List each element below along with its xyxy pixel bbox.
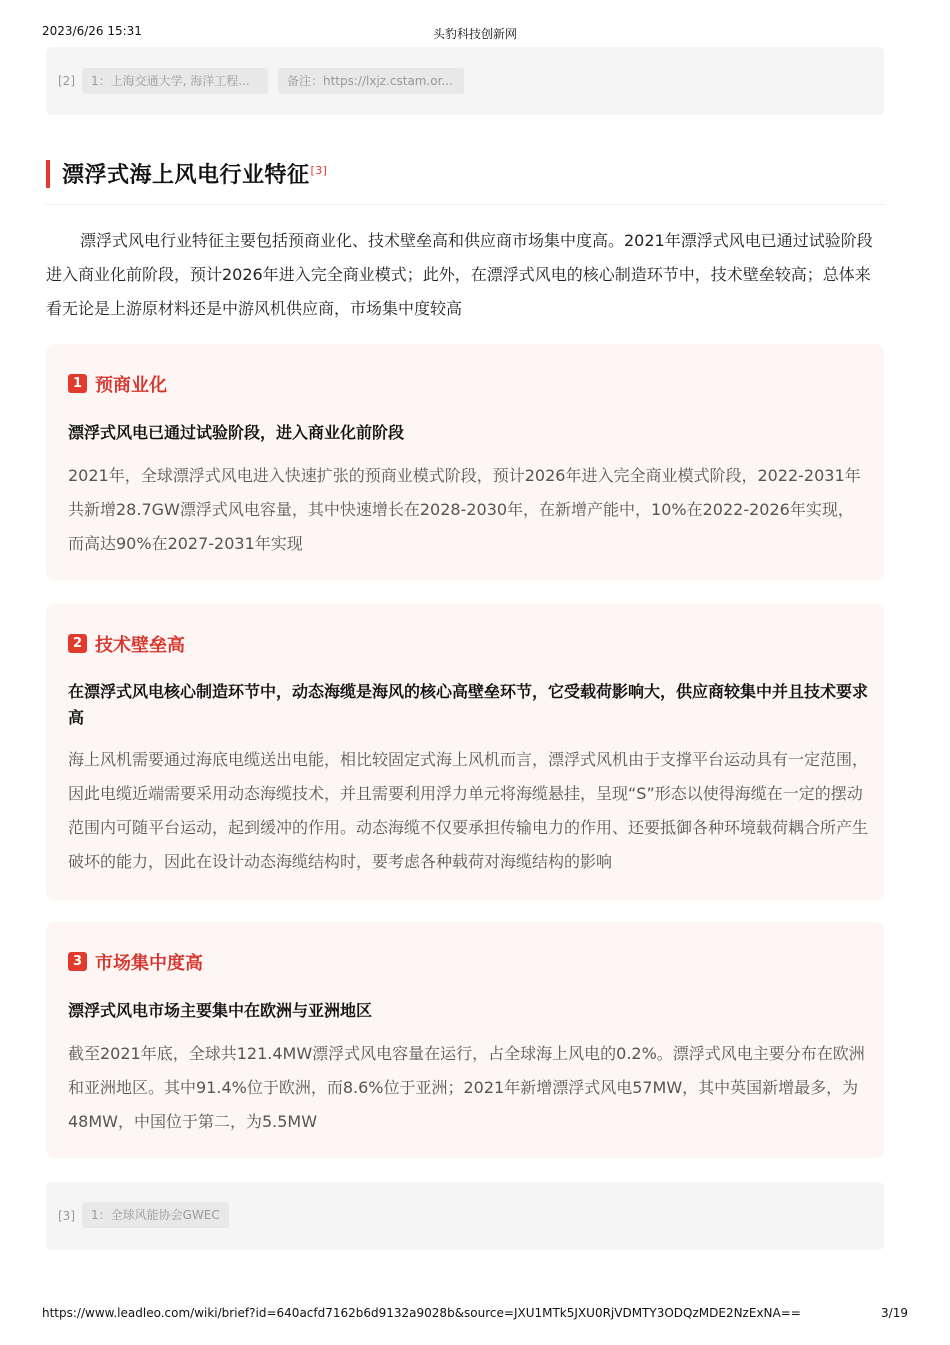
card-body: 海上风机需要通过海底电缆送出电能，相比较固定式海上风机而言，漂浮式风机由于支撑平台运动具有一定范围，因此电缆近端需要采用动态海缆技术，并且需要利用浮力单元将海缆悬挂，呈现“S”形态以使得海缆在一定的摆动范围内可随平台运动，起到缓冲的作用。动态海缆不仅要承担传输电力的作用、还要抵御各种环境载荷耦合所产生破坏的能力，因此在设计动态海缆结构时，要考虑各种载荷对海缆结构的影响 [68,750,869,871]
feature-card-market-concentration [46,922,884,1158]
card-number-badge: 1 [68,374,87,393]
card-title: 技术壁垒高 [95,635,185,656]
page-number: 3/19 [881,1306,908,1320]
page-title [62,158,328,189]
reference-chip-note[interactable]: 备注：https://lxjz.cstam.or... [278,68,464,94]
card-subtitle: 漂浮式风电已通过试验阶段，进入商业化前阶段 [68,423,405,442]
reference-chip-source[interactable]: 1：全球风能协会GWEC [82,1202,229,1228]
card-body: 2021年，全球漂浮式风电进入快速扩张的预商业模式阶段，预计2026年进入完全商业模式阶段，2022-2031年共新增28.7GW漂浮式风电容量，其中快速增长在2028-2030年，在新增产能中，10%在2022-2026年实现，而高达90%在2027-2031年实现 [68,466,861,553]
print-header [42,24,908,40]
card-number-badge: 3 [68,952,87,971]
heading-accent-bar [46,160,50,188]
print-footer [42,1306,908,1322]
card-number-badge: 2 [68,634,87,653]
print-datetime: 2023/6/26 15:31 [42,24,142,38]
reference-box-top [46,47,884,115]
card-subtitle: 在漂浮式风电核心制造环节中，动态海缆是海风的核心高壁垒环节，它受载荷影响大，供应商较集中并且技术要求高 [68,682,869,727]
card-title: 预商业化 [95,375,167,396]
section-reference-link[interactable]: [3] [310,163,328,177]
page-url: https://www.leadleo.com/wiki/brief?id=640acfd7162b6d9132a9028b&source=JXU1MTk5JXU0RjVDMTY3ODQzMDE2NzExNA== [42,1306,801,1320]
section-title-text: 漂浮式海上风电行业特征 [62,163,310,188]
feature-card-tech-barrier [46,604,884,900]
card-title: 市场集中度高 [95,953,203,974]
print-site-name: 头豹科技创新网 [432,27,517,41]
intro-paragraph: 漂浮式风电行业特征主要包括预商业化、技术壁垒高和供应商市场集中度高。2021年漂浮式风电已通过试验阶段进入商业化前阶段，预计2026年进入完全商业模式；此外，在漂浮式风电的核心制造环节中，技术壁垒较高；总体来看无论是上游原材料还是中游风机供应商，市场集中度较高 [46,231,873,318]
card-body: 截至2021年底，全球共121.4MW漂浮式风电容量在运行，占全球海上风电的0.2%。漂浮式风电主要分布在欧洲和亚洲地区。其中91.4%位于欧洲，而8.6%位于亚洲；2021年新增漂浮式风电57MW，其中英国新增最多，为48MW，中国位于第二，为5.5MW [68,1044,865,1131]
heading-divider [46,204,884,205]
reference-chip-source[interactable]: 1：上海交通大学, 海洋工程... [82,68,268,94]
feature-card-pre-commercial [46,344,884,580]
reference-marker: [3] [58,1209,75,1223]
reference-box-bottom [46,1182,884,1250]
card-subtitle: 漂浮式风电市场主要集中在欧洲与亚洲地区 [68,1001,373,1020]
reference-marker: [2] [58,74,75,88]
